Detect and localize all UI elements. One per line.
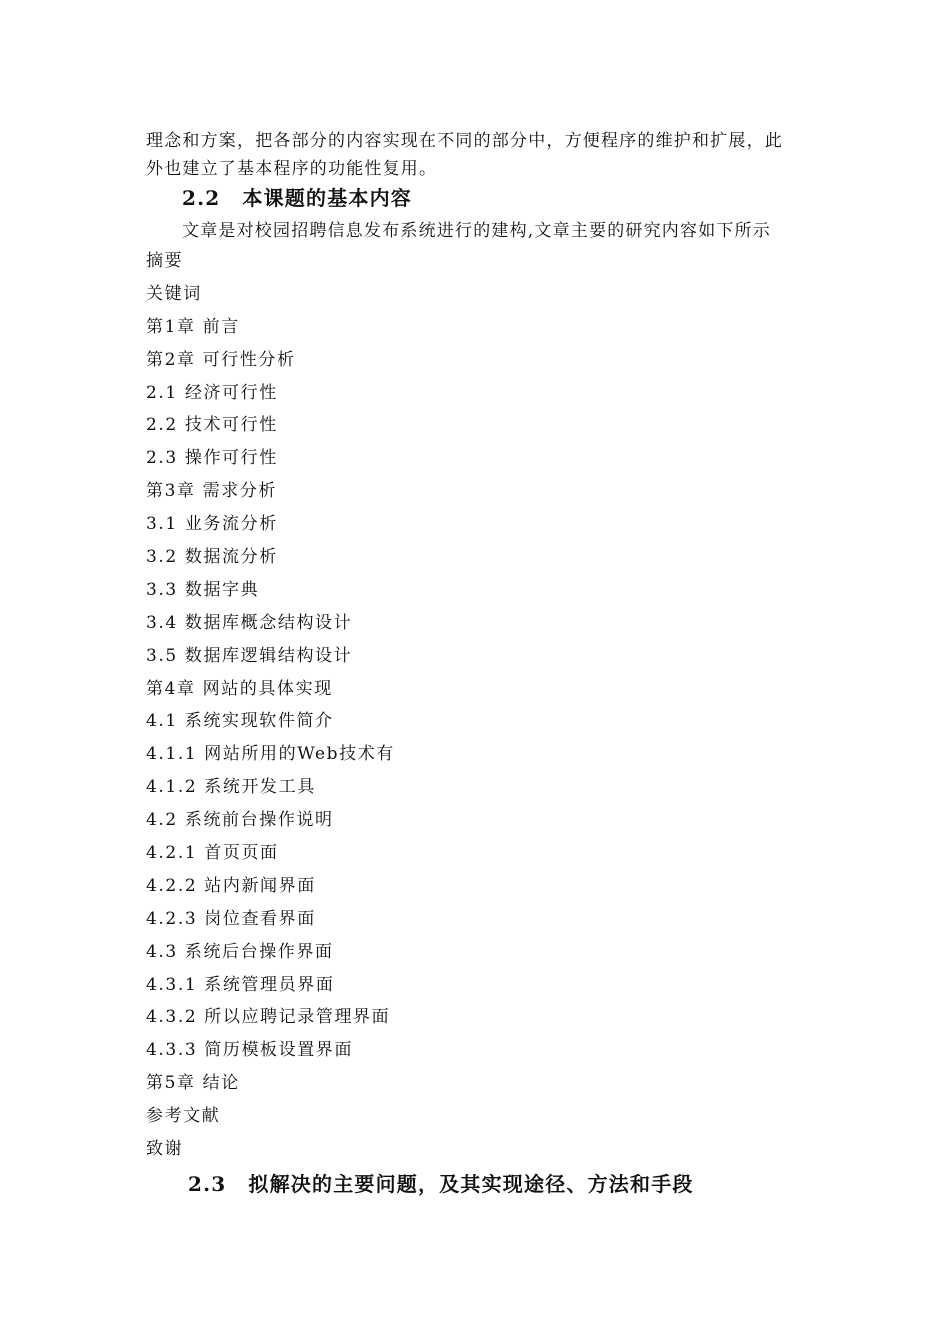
body-paragraph: 文章是对校园招聘信息发布系统进行的建构,文章主要的研究内容如下所示	[182, 221, 772, 241]
section-title: 拟解决的主要问题，及其实现途径、方法和手段	[248, 1172, 694, 1196]
toc-item: 4.2.3 岗位查看界面	[146, 908, 316, 929]
toc-item: 3.4 数据库概念结构设计	[146, 612, 353, 633]
section-heading-2-3	[188, 1168, 694, 1197]
toc-item: 4.2.1 首页页面	[146, 843, 279, 864]
toc-item: 4.1.2 系统开发工具	[146, 777, 316, 798]
toc-item: 2.1 经济可行性	[146, 382, 278, 403]
toc-item: 2.3 操作可行性	[146, 448, 278, 469]
section-title: 本课题的基本内容	[242, 186, 413, 210]
toc-item: 4.2 系统前台操作说明	[146, 810, 334, 831]
toc-item: 4.3 系统后台操作界面	[146, 941, 334, 962]
toc-item: 4.3.1 系统管理员界面	[146, 974, 335, 995]
toc-item: 第2章 可行性分析	[146, 349, 296, 370]
toc-item: 3.1 业务流分析	[146, 514, 278, 535]
toc-item: 第5章 结论	[146, 1073, 240, 1094]
toc-item: 参考文献	[146, 1106, 221, 1127]
toc-item: 3.5 数据库逻辑结构设计	[146, 645, 353, 666]
intro-line-1: 理念和方案，把各部分的内容实现在不同的部分中，方便程序的维护和扩展，此	[146, 131, 783, 151]
intro-line-2: 外也建立了基本程序的功能性复用。	[146, 159, 438, 179]
toc-item: 第4章 网站的具体实现	[146, 678, 333, 699]
toc-list	[146, 245, 395, 1166]
section-number: 2.2	[182, 186, 221, 210]
toc-item: 关键词	[146, 283, 202, 304]
toc-item: 第3章 需求分析	[146, 481, 278, 502]
toc-item: 致谢	[146, 1139, 184, 1160]
section-heading-2-2	[182, 182, 412, 211]
toc-item: 4.2.2 站内新闻界面	[146, 875, 316, 896]
toc-item: 4.3.2 所以应聘记录管理界面	[146, 1007, 391, 1028]
toc-item: 3.3 数据字典	[146, 579, 260, 600]
toc-item: 4.1.1 网站所用的Web技术有	[146, 744, 395, 765]
toc-item: 3.2 数据流分析	[146, 547, 278, 568]
section-number: 2.3	[188, 1172, 227, 1196]
toc-item: 4.1 系统实现软件简介	[146, 711, 334, 732]
toc-item: 第1章 前言	[146, 316, 240, 337]
toc-item: 2.2 技术可行性	[146, 415, 278, 436]
toc-item: 摘要	[146, 251, 184, 271]
toc-item: 4.3.3 简历模板设置界面	[146, 1040, 354, 1061]
